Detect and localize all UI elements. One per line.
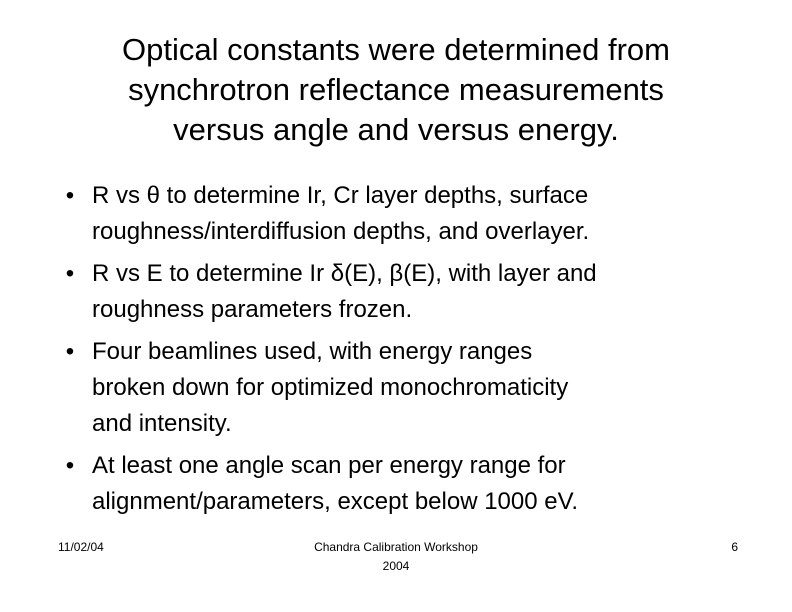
bullet-line: alignment/parameters, except below 1000 eV. [92,488,579,515]
bullet-item [60,178,740,250]
bullet-line: At least one angle scan per energy range for [92,452,566,479]
footer-center-line: 2004 [382,559,410,573]
bullet-item [60,256,740,328]
bullet-line: roughness parameters frozen. [92,296,413,323]
bullet-line: and intensity. [92,410,232,437]
bullet-line: R vs θ to determine Ir, Cr layer depths, surface [92,182,589,209]
bullet-line: Four beamlines used, with energy ranges [92,338,533,365]
footer-center-line: Chandra Calibration Workshop [314,540,478,554]
footer-page-number: 6 [731,540,738,554]
title-line: Optical constants were determined from [122,32,670,67]
bullet-line: broken down for optimized monochromaticity [92,374,569,401]
bullet-dot-icon: • [65,182,75,209]
bullet-dot-icon: • [65,452,75,479]
slide-title [40,30,752,150]
bullet-line: roughness/interdiffusion depths, and overlayer. [92,218,590,245]
title-line: synchrotron reflectance measurements [128,72,664,107]
bullet-line: R vs E to determine Ir δ(E), β(E), with layer and [92,260,597,287]
footer-date: 11/02/04 [58,540,104,554]
title-line: versus angle and versus energy. [173,112,619,147]
footer-center-text [270,538,522,576]
bullet-item [60,448,740,520]
bullet-list [60,178,740,526]
bullet-dot-icon: • [65,260,75,287]
bullet-dot-icon: • [65,338,75,365]
bullet-item [60,334,740,442]
